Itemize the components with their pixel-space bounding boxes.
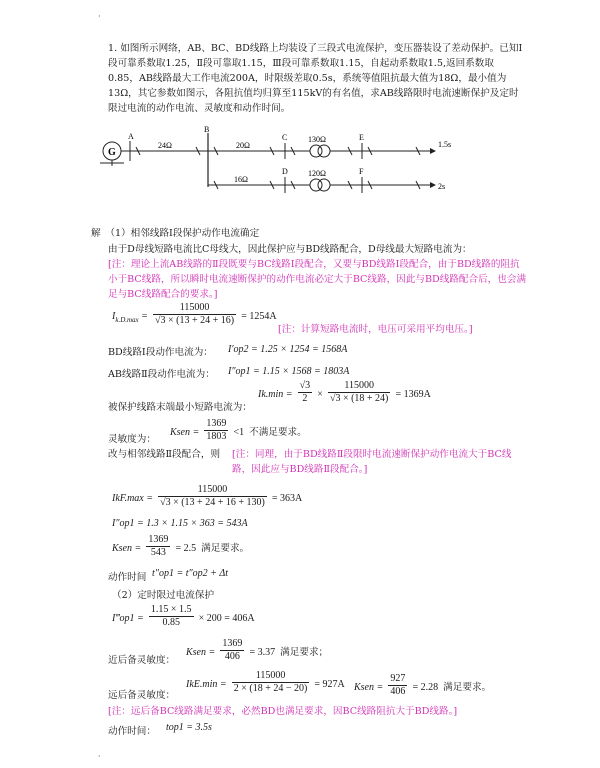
solution-title: 解 （1）相邻线路Ⅰ段保护动作电流确定 — [91, 228, 260, 239]
t-upper-label: 1.5s — [438, 140, 452, 149]
eq13-label: 动作时间： — [108, 726, 156, 737]
generator-label: G — [108, 147, 116, 158]
problem-text: 1. 如图所示网络，AB、BC、BD线路上均装设了三段式电流保护，变压器装设了差动保护。已知Ⅰ段可靠系数取1.25，Ⅱ段可靠取1.15，Ⅲ段可靠系数取1.15，自起动系数取1.5,返回系数取0.85，AB线路最大工作电流200A，时限级差取0.5s，系统等值阻抗最大值为18Ω，最小值为13Ω，其它参数如图示，各阻抗值均归算至115kV的有名值，求AB线路限时电流速断保护及定时限过电流的动作电流、灵敏度和动作时间。 — [108, 43, 523, 114]
z-bd-label: 16Ω — [234, 175, 248, 184]
eq5: Ksen = $\frac{1369}{1803}$ <1 不满足要求。 — [170, 418, 307, 442]
solution-para1: 由于D母线短路电流比C母线大，因此保护应与BD线路配合，D母线最大短路电流为： — [108, 244, 472, 255]
corner-mark: · — [98, 12, 101, 21]
eq9-label: 动作时间 — [108, 572, 147, 583]
eq9: t″op1 = t″op2 + Δt — [152, 568, 229, 579]
z-tc-label: 130Ω — [308, 135, 326, 144]
bus-a-label: A — [128, 132, 134, 141]
eq10: I‴op1 = $\frac{1.15 \times 1.5}{0.85}$ × 200 = 406A — [112, 604, 255, 628]
bus-c-label: C — [282, 133, 288, 142]
eq2: I′op2 = 1.25 × 1254 = 1568A — [228, 344, 348, 355]
eq8: Ksen = $\frac{1369}{543}$ = 2.5 满足要求。 — [112, 534, 250, 558]
eq13: top1 = 3.5s — [166, 722, 212, 733]
z-ab-label: 24Ω — [158, 141, 172, 150]
eq11: Ksen = $\frac{1369}{406}$ = 3.37 满足要求； — [186, 638, 329, 662]
eq3-label: AB线路Ⅱ段动作电流为： — [108, 369, 215, 380]
eq6: IkF.max = $\frac{115000}{√3 \times (13 + 24 + 16 + 130)}$ = 363A — [112, 484, 303, 508]
note-1: [注：理论上流AB线路的Ⅱ段既要与BC线路Ⅰ段配合，又要与BD线路Ⅰ段配合，由于BD线路的阻抗小于BC线路，所以瞬时电流速断保护的动作电流必定大于BC线路，因此与BD线路配合后，也会满足与BC线路配合的要求。] — [108, 259, 527, 300]
note-4: [注：远后备BC线路满足要求，必然BD也满足要求，因BC线路阻抗大于BD线路。] — [108, 706, 458, 717]
eq7: I″op1 = 1.3 × 1.15 × 363 = 543A — [112, 518, 248, 529]
note-3: [注：同理，由于BD线路Ⅱ段限时电流速断保护动作电流大于BC线路，因此应与BD线路Ⅱ段配合。] — [232, 449, 512, 475]
eq12-label: 远后备灵敏度： — [108, 690, 176, 701]
eq1: $I_{k.D.max}$ = $\frac{115000}{√3 \times (13 + 24 + 16)}$ = 1254A — [112, 302, 277, 326]
eq11-label: 近后备灵敏度： — [108, 655, 176, 666]
network-diagram — [100, 125, 530, 200]
eq4-label: 被保护线路末端最小短路电流为： — [108, 402, 252, 413]
eq12b: Ksen = $\frac{927}{406}$ = 2.28 满足要求。 — [354, 673, 492, 697]
eq12: IkE.min = $\frac{115000}{2 \times (18 + 24 - 20)}$ = 927A — [186, 670, 345, 694]
para2: 改与相邻线路Ⅱ段配合，则 — [108, 449, 221, 460]
bus-f-label: F — [359, 167, 364, 176]
eq5-label: 灵敏度为： — [108, 434, 156, 445]
eq3: I″op1 = 1.15 × 1568 = 1803A — [228, 366, 350, 377]
bus-b-label: B — [204, 125, 210, 134]
bus-d-label: D — [282, 167, 288, 176]
bus-e-label: E — [359, 133, 364, 142]
note-2: [注：计算短路电流时，电压可采用平均电压。] — [278, 324, 473, 335]
section-2-title: （2）定时限过电流保护 — [112, 590, 215, 601]
eq2-label: BD线路Ⅰ段动作电流为： — [108, 347, 213, 358]
eq4: Ik.min = $\frac{√3}{2}$ × $\frac{115000}{√3 \times (18 + 24)}$ = 1369A — [258, 380, 431, 404]
t-lower-label: 2s — [438, 182, 446, 191]
corner-mark: · — [98, 752, 101, 761]
z-bc-label: 20Ω — [236, 141, 250, 150]
z-tf-label: 120Ω — [308, 169, 326, 178]
